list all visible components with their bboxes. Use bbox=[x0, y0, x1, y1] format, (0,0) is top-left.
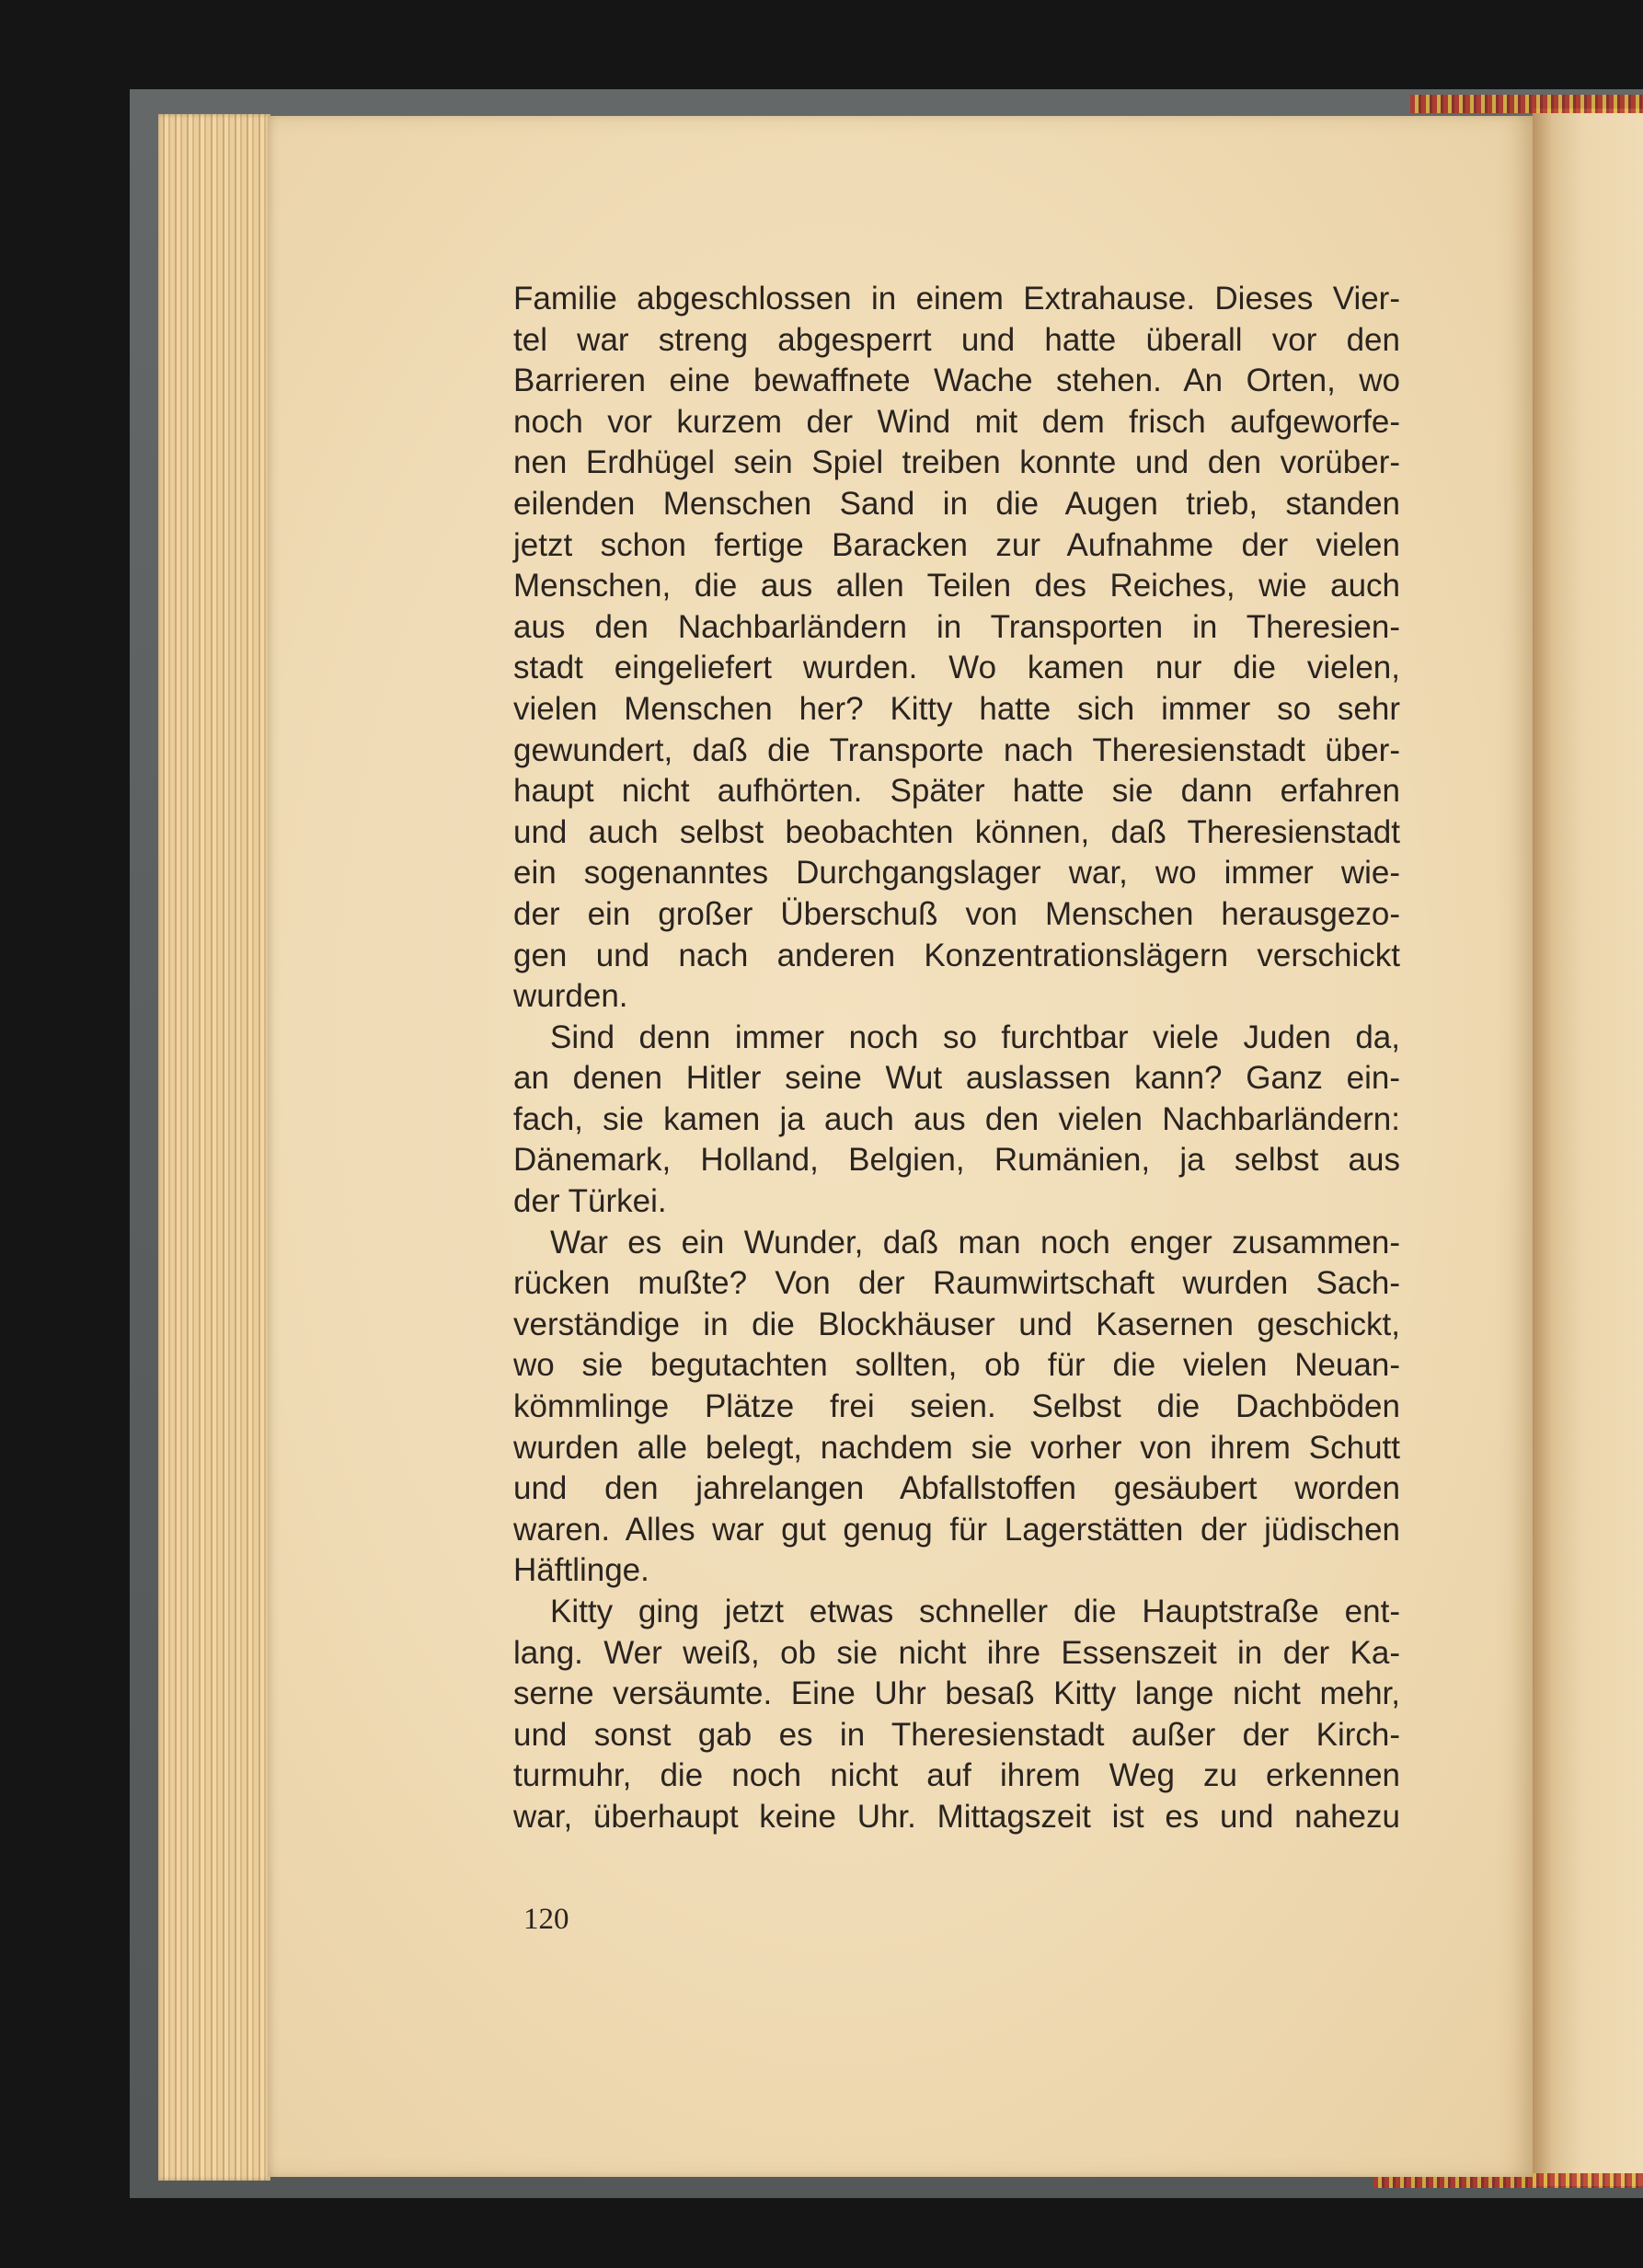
paragraph bbox=[513, 1592, 1400, 1838]
text-line: Häftlinge. bbox=[513, 1552, 649, 1589]
text-line: Familie abgeschlossen in einem Extrahause. Dieses Vier- bbox=[513, 281, 1400, 317]
text-line: nen Erdhügel sein Spiel treiben konnte und den vorüber- bbox=[513, 444, 1400, 481]
paragraph bbox=[513, 279, 1400, 1018]
text-line: War es ein Wunder, daß man noch enger zusammen- bbox=[550, 1224, 1400, 1261]
text-line: wo sie begutachten sollten, ob für die vielen Neuan- bbox=[513, 1347, 1400, 1384]
page-number: 120 bbox=[523, 1903, 569, 1936]
text-line: vielen Menschen her? Kitty hatte sich immer so sehr bbox=[513, 690, 1400, 727]
facing-page bbox=[1533, 109, 1643, 2186]
text-line: gewundert, daß die Transporte nach Theresienstadt über- bbox=[513, 731, 1400, 768]
text-block bbox=[513, 279, 1400, 1838]
text-line: wurden. bbox=[513, 978, 628, 1015]
paragraph bbox=[513, 1223, 1400, 1592]
text-line: ein sogenanntes Durchgangslager war, wo immer wie- bbox=[513, 855, 1400, 892]
text-line: und auch selbst beobachten können, daß Theresienstadt bbox=[513, 813, 1400, 850]
text-line: kömmlinge Plätze frei seien. Selbst die Dachböden bbox=[513, 1388, 1400, 1425]
text-line: turmuhr, die noch nicht auf ihrem Weg zu erkennen bbox=[513, 1757, 1400, 1794]
text-line: der Türkei. bbox=[513, 1183, 667, 1220]
text-line: haupt nicht aufhörten. Später hatte sie dann erfahren bbox=[513, 773, 1400, 810]
text-line: Dänemark, Holland, Belgien, Rumänien, ja selbst aus bbox=[513, 1142, 1400, 1179]
text-line: wurden alle belegt, nachdem sie vorher von ihrem Schutt bbox=[513, 1429, 1400, 1466]
text-line: stadt eingeliefert wurden. Wo kamen nur die vielen, bbox=[513, 650, 1400, 686]
text-line: und sonst gab es in Theresienstadt außer der Kirch- bbox=[513, 1716, 1400, 1753]
text-line: tel war streng abgesperrt und hatte überall vor den bbox=[513, 321, 1400, 358]
text-line: und den jahrelangen Abfallstoffen gesäubert worden bbox=[513, 1470, 1400, 1507]
text-line: war, überhaupt keine Uhr. Mittagszeit ist es und nahezu bbox=[513, 1798, 1400, 1835]
text-line: aus den Nachbarländern in Transporten in Theresien- bbox=[513, 608, 1400, 645]
text-line: Kitty ging jetzt etwas schneller die Hauptstraße ent- bbox=[550, 1594, 1400, 1629]
book-page bbox=[268, 116, 1533, 2177]
text-line: jetzt schon fertige Baracken zur Aufnahme der vielen bbox=[513, 526, 1400, 563]
page-edges bbox=[158, 114, 270, 2181]
text-line: gen und nach anderen Konzentrationslägern verschickt bbox=[513, 937, 1400, 973]
paragraph bbox=[513, 1018, 1400, 1223]
text-line: waren. Alles war gut genug für Lagerstätten der jüdischen bbox=[513, 1511, 1400, 1548]
text-line: eilenden Menschen Sand in die Augen trieb, standen bbox=[513, 485, 1400, 522]
text-line: Menschen, die aus allen Teilen des Reiches, wie auch bbox=[513, 568, 1400, 604]
text-line: der ein großer Überschuß von Menschen herausgezo- bbox=[513, 895, 1400, 932]
text-line: lang. Wer weiß, ob sie nicht ihre Essenszeit in der Ka- bbox=[513, 1634, 1400, 1671]
text-line: serne versäumte. Eine Uhr besaß Kitty lange nicht mehr, bbox=[513, 1675, 1400, 1712]
headband-top bbox=[1410, 95, 1643, 113]
text-line: an denen Hitler seine Wut auslassen kann? Ganz ein- bbox=[513, 1060, 1400, 1097]
text-line: verständige in die Blockhäuser und Kasernen geschickt, bbox=[513, 1306, 1400, 1342]
text-line: fach, sie kamen ja auch aus den vielen Nachbarländern: bbox=[513, 1100, 1400, 1137]
text-line: noch vor kurzem der Wind mit dem frisch aufgeworfe- bbox=[513, 403, 1400, 440]
text-line: rücken mußte? Von der Raumwirtschaft wurden Sach- bbox=[513, 1265, 1400, 1302]
text-line: Sind denn immer noch so furchtbar viele Juden da, bbox=[550, 1019, 1400, 1055]
text-line: Barrieren eine bewaffnete Wache stehen. An Orten, wo bbox=[513, 363, 1400, 399]
